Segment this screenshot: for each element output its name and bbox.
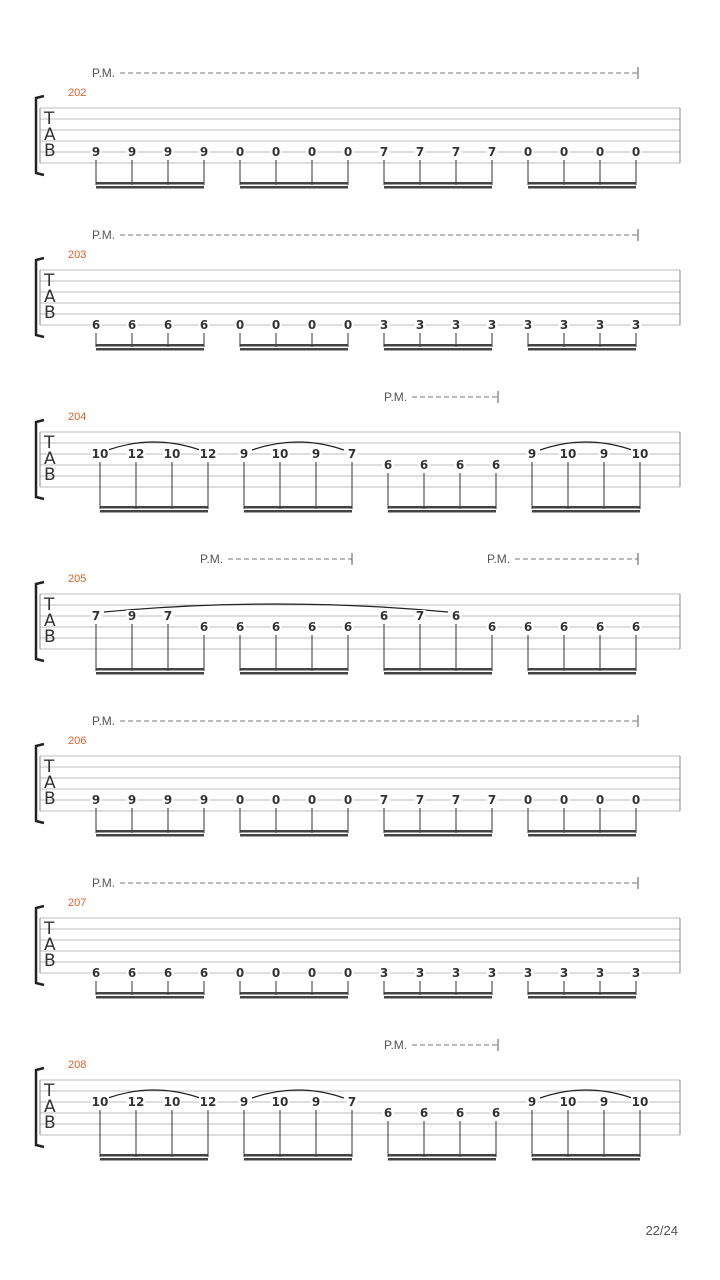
tab-clef-letter: T (44, 433, 55, 453)
measure-number: 208 (68, 1059, 87, 1071)
fret-number: 7 (91, 609, 101, 623)
tab-clef-letter: T (44, 757, 55, 777)
fret-number: 0 (559, 145, 569, 159)
fret-number: 7 (379, 145, 389, 159)
fret-number: 9 (599, 1095, 609, 1109)
fret-number: 3 (451, 318, 461, 332)
fret-number: 6 (271, 620, 281, 634)
beam-primary (528, 992, 636, 995)
beam-primary (240, 344, 348, 347)
palm-mute-label: P.M. (384, 390, 408, 404)
beam-secondary (100, 1158, 208, 1161)
fret-number: 6 (91, 966, 101, 980)
fret-number: 3 (415, 966, 425, 980)
beam-secondary (244, 510, 352, 513)
tab-clef-letter: B (44, 951, 56, 971)
beam-secondary (96, 996, 204, 999)
palm-mute-label: P.M. (487, 552, 511, 566)
fret-number: 6 (307, 620, 317, 634)
fret-number: 7 (379, 793, 389, 807)
fret-number: 6 (199, 966, 209, 980)
beam-secondary (384, 996, 492, 999)
beam-primary (384, 668, 492, 671)
fret-number: 0 (271, 966, 281, 980)
beam-secondary (528, 996, 636, 999)
tab-system (36, 552, 680, 675)
beam-primary (528, 344, 636, 347)
fret-number: 10 (163, 1095, 181, 1109)
fret-number: 9 (527, 1095, 537, 1109)
fret-number: 3 (379, 966, 389, 980)
tab-clef-letter: A (44, 935, 56, 955)
fret-number: 10 (631, 447, 649, 461)
beam-secondary (96, 186, 204, 189)
fret-number: 0 (235, 966, 245, 980)
beam-secondary (100, 510, 208, 513)
fret-number: 0 (235, 793, 245, 807)
beam-primary (384, 182, 492, 185)
fret-number: 6 (343, 620, 353, 634)
beam-secondary (388, 1158, 496, 1161)
beam-secondary (240, 834, 348, 837)
tab-system (36, 1038, 680, 1161)
fret-number: 6 (631, 620, 641, 634)
palm-mute-label: P.M. (384, 1038, 408, 1052)
fret-number: 9 (239, 447, 249, 461)
tab-system (36, 876, 680, 999)
beam-secondary (388, 510, 496, 513)
fret-number: 9 (239, 1095, 249, 1109)
tab-clef-letter: B (44, 1113, 56, 1133)
fret-number: 12 (127, 447, 145, 461)
fret-number: 0 (631, 145, 641, 159)
beam-secondary (528, 348, 636, 351)
fret-number: 6 (595, 620, 605, 634)
fret-number: 6 (235, 620, 245, 634)
fret-number: 6 (491, 1106, 501, 1120)
fret-number: 6 (523, 620, 533, 634)
beam-primary (528, 182, 636, 185)
tab-system (36, 228, 680, 351)
tab-clef-letter: A (44, 125, 56, 145)
beam-primary (528, 668, 636, 671)
palm-mute-label: P.M. (92, 714, 116, 728)
beam-secondary (384, 834, 492, 837)
fret-number: 9 (311, 1095, 321, 1109)
fret-number: 10 (91, 447, 109, 461)
fret-number: 3 (559, 318, 569, 332)
tab-system (36, 390, 680, 513)
measure-number: 202 (68, 87, 87, 99)
fret-number: 0 (523, 793, 533, 807)
tab-clef-letter: B (44, 627, 56, 647)
fret-number: 0 (235, 318, 245, 332)
beam-primary (96, 182, 204, 185)
measure-number: 203 (68, 249, 87, 261)
fret-number: 3 (379, 318, 389, 332)
tab-system (36, 66, 680, 189)
fret-number: 9 (91, 145, 101, 159)
fret-number: 6 (491, 458, 501, 472)
fret-number: 0 (271, 793, 281, 807)
beam-secondary (240, 996, 348, 999)
beam-secondary (528, 672, 636, 675)
tab-clef-letter: A (44, 773, 56, 793)
fret-number: 12 (199, 447, 217, 461)
fret-number: 10 (271, 447, 289, 461)
fret-number: 0 (343, 793, 353, 807)
tab-clef-letter: T (44, 919, 55, 939)
fret-number: 0 (343, 145, 353, 159)
fret-number: 3 (631, 966, 641, 980)
fret-number: 3 (595, 966, 605, 980)
fret-number: 9 (127, 609, 137, 623)
measure-number: 204 (68, 411, 87, 423)
tab-clef-letter: A (44, 449, 56, 469)
beam-primary (244, 506, 352, 509)
fret-number: 3 (523, 318, 533, 332)
beam-primary (100, 506, 208, 509)
beam-secondary (532, 510, 640, 513)
beam-primary (240, 668, 348, 671)
fret-number: 9 (311, 447, 321, 461)
fret-number: 7 (487, 145, 497, 159)
palm-mute-label: P.M. (92, 228, 116, 242)
fret-number: 9 (127, 145, 137, 159)
fret-number: 0 (559, 793, 569, 807)
beam-secondary (244, 1158, 352, 1161)
fret-number: 6 (559, 620, 569, 634)
page-number: 22/24 (645, 1223, 678, 1238)
fret-number: 3 (559, 966, 569, 980)
fret-number: 7 (347, 447, 357, 461)
fret-number: 7 (415, 609, 425, 623)
beam-secondary (528, 834, 636, 837)
fret-number: 0 (595, 793, 605, 807)
fret-number: 3 (631, 318, 641, 332)
beam-primary (384, 992, 492, 995)
fret-number: 12 (127, 1095, 145, 1109)
fret-number: 6 (383, 1106, 393, 1120)
palm-mute-label: P.M. (92, 66, 116, 80)
fret-number: 6 (127, 966, 137, 980)
beam-primary (96, 830, 204, 833)
fret-number: 7 (347, 1095, 357, 1109)
fret-number: 10 (163, 447, 181, 461)
fret-number: 3 (487, 966, 497, 980)
fret-number: 0 (307, 318, 317, 332)
beam-secondary (96, 672, 204, 675)
beam-primary (240, 830, 348, 833)
fret-number: 10 (271, 1095, 289, 1109)
fret-number: 0 (631, 793, 641, 807)
fret-number: 3 (487, 318, 497, 332)
measure-number: 207 (68, 897, 87, 909)
measure-number: 206 (68, 735, 87, 747)
fret-number: 6 (163, 966, 173, 980)
fret-number: 9 (199, 145, 209, 159)
beam-primary (240, 992, 348, 995)
fret-number: 0 (343, 318, 353, 332)
fret-number: 6 (91, 318, 101, 332)
fret-number: 9 (127, 793, 137, 807)
beam-primary (384, 344, 492, 347)
fret-number: 6 (127, 318, 137, 332)
fret-number: 10 (559, 447, 577, 461)
fret-number: 0 (343, 966, 353, 980)
fret-number: 7 (451, 145, 461, 159)
fret-number: 9 (163, 793, 173, 807)
fret-number: 0 (235, 145, 245, 159)
fret-number: 6 (199, 620, 209, 634)
fret-number: 6 (451, 609, 461, 623)
beam-primary (96, 992, 204, 995)
fret-number: 9 (91, 793, 101, 807)
beam-primary (388, 506, 496, 509)
beam-primary (96, 668, 204, 671)
fret-number: 6 (199, 318, 209, 332)
beam-secondary (96, 834, 204, 837)
fret-number: 0 (307, 793, 317, 807)
tab-clef-letter: B (44, 141, 56, 161)
beam-secondary (528, 186, 636, 189)
fret-number: 9 (599, 447, 609, 461)
tab-clef-letter: B (44, 465, 56, 485)
fret-number: 6 (455, 458, 465, 472)
beam-primary (384, 830, 492, 833)
fret-number: 10 (91, 1095, 109, 1109)
fret-number: 6 (419, 458, 429, 472)
fret-number: 3 (451, 966, 461, 980)
fret-number: 6 (455, 1106, 465, 1120)
beam-primary (240, 182, 348, 185)
measure-number: 205 (68, 573, 87, 585)
beam-secondary (384, 672, 492, 675)
fret-number: 0 (271, 145, 281, 159)
tab-clef-letter: B (44, 303, 56, 323)
fret-number: 3 (523, 966, 533, 980)
fret-number: 6 (383, 458, 393, 472)
beam-primary (244, 1154, 352, 1157)
fret-number: 6 (163, 318, 173, 332)
fret-number: 12 (199, 1095, 217, 1109)
fret-number: 9 (527, 447, 537, 461)
fret-number: 7 (415, 793, 425, 807)
fret-number: 6 (419, 1106, 429, 1120)
tab-clef-letter: A (44, 1097, 56, 1117)
fret-number: 9 (163, 145, 173, 159)
beam-secondary (384, 186, 492, 189)
fret-number: 3 (415, 318, 425, 332)
beam-primary (528, 830, 636, 833)
fret-number: 7 (163, 609, 173, 623)
fret-number: 10 (631, 1095, 649, 1109)
beam-secondary (240, 672, 348, 675)
fret-number: 9 (199, 793, 209, 807)
beam-primary (388, 1154, 496, 1157)
tab-clef-letter: B (44, 789, 56, 809)
tab-clef-letter: A (44, 611, 56, 631)
beam-secondary (532, 1158, 640, 1161)
fret-number: 6 (379, 609, 389, 623)
tab-clef-letter: T (44, 271, 55, 291)
fret-number: 7 (487, 793, 497, 807)
tab-clef-letter: T (44, 1081, 55, 1101)
fret-number: 6 (487, 620, 497, 634)
tab-system (36, 714, 680, 837)
tab-clef-letter: A (44, 287, 56, 307)
fret-number: 7 (451, 793, 461, 807)
beam-primary (100, 1154, 208, 1157)
beam-primary (532, 1154, 640, 1157)
fret-number: 0 (523, 145, 533, 159)
palm-mute-label: P.M. (200, 552, 224, 566)
tab-clef-letter: T (44, 595, 55, 615)
beam-primary (96, 344, 204, 347)
fret-number: 0 (595, 145, 605, 159)
fret-number: 3 (595, 318, 605, 332)
fret-number: 0 (307, 966, 317, 980)
fret-number: 0 (271, 318, 281, 332)
tab-clef-letter: T (44, 109, 55, 129)
fret-number: 0 (307, 145, 317, 159)
fret-number: 10 (559, 1095, 577, 1109)
beam-secondary (240, 348, 348, 351)
beam-secondary (96, 348, 204, 351)
fret-number: 7 (415, 145, 425, 159)
beam-primary (532, 506, 640, 509)
palm-mute-label: P.M. (92, 876, 116, 890)
beam-secondary (240, 186, 348, 189)
beam-secondary (384, 348, 492, 351)
